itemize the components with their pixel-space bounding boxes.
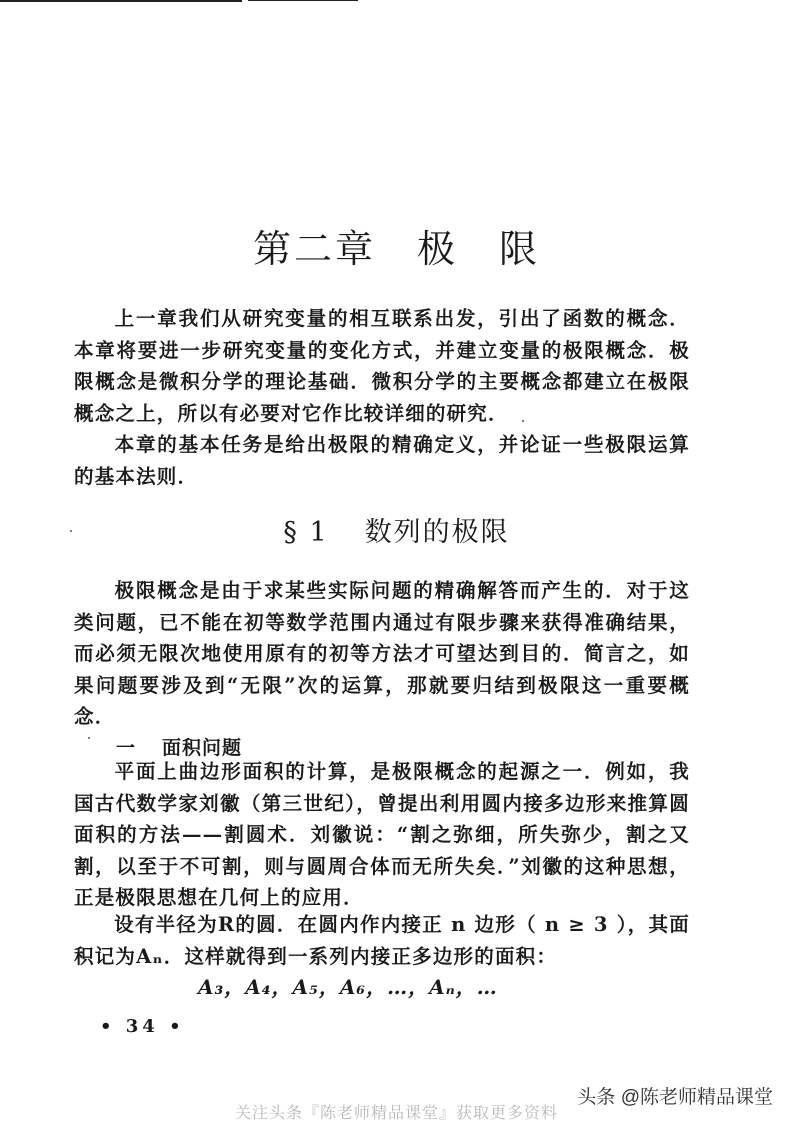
chapter-title: 第二章 极 限 (252, 227, 540, 271)
body-paragraph-2: 设有半径为R的圆．在圆内作内接正 n 边形（ n ≥ 3 ），其面积记为Aₙ．这样就得到一系列内接正多边形的面积： (74, 913, 690, 968)
intro-paragraph-2: 本章的基本任务是给出极限的精确定义，并论证一些极限运算的基本法则． (74, 433, 690, 488)
scan-speck (70, 530, 72, 532)
scan-speck (88, 737, 90, 739)
page-number: • 34 • (100, 1016, 185, 1037)
section-symbol: § 1 (283, 517, 329, 548)
body-paragraph-1: 平面上曲边形面积的计算，是极限概念的起源之一．例如，我国古代数学家刘徽（第三世纪），曾提出利用圆内接多边形来推算圆面积的方法——割圆术．刘徽说：“割之弥细，所失弥少，割之又割，以至于不可割，则与圆周合体而无所失矣．”刘徽的这种思想，正是极限思想在几何上的应用． (74, 760, 690, 909)
watermark-handle: 头条 @陈老师精品课堂 (577, 1087, 773, 1108)
intro-paragraph-1: 上一章我们从研究变量的相互联系出发，引出了函数的概念．本章将要进一步研究变量的变化方式，并建立变量的极限概念．极限概念是微积分学的理论基础．微积分学的主要概念都建立在极限概念之上，所以有必要对它作比较详细的研究． (74, 307, 690, 425)
section-intro-paragraph: 极限概念是由于求某些实际问题的精确解答而产生的．对于这类问题，已不能在初等数学范围内通过有限步骤来获得准确结果，而必须无限次地使用原有的初等方法才可望达到目的．简言之，如果问题要涉及到“无限”次的运算，那就要归结到极限这一重要概念． (74, 579, 690, 728)
subsection-title: 面积问题 (162, 737, 243, 759)
subsection-number: 一 (116, 737, 137, 759)
watermark-note: 关注头条『陈老师精品课堂』获取更多资料 (234, 1105, 558, 1122)
area-sequence-formula: A₃，A₄，A₅，A₆，…，Aₙ，… (198, 975, 498, 999)
section-heading (0, 510, 793, 549)
scan-edge-line-1 (0, 0, 242, 2)
section-title: 数列的极限 (364, 517, 510, 548)
scan-speck (522, 420, 524, 422)
scan-edge-line-2 (248, 0, 358, 1)
